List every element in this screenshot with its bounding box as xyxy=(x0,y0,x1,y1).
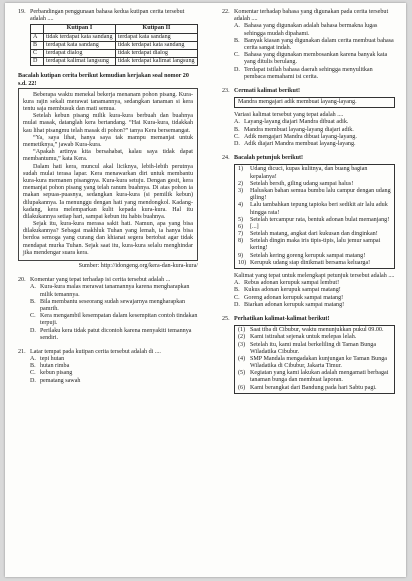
option-letter: A. xyxy=(30,356,36,363)
option-text: tepi hutan xyxy=(40,356,65,363)
question-21 xyxy=(18,349,198,356)
item-number: (5) xyxy=(238,370,246,377)
story-passage xyxy=(18,88,198,261)
option-letter: A. xyxy=(234,23,240,30)
story-source: Sumber: http://idongeng.org/kera-dan-kura-kura/ xyxy=(78,263,198,269)
item-number: 10) xyxy=(238,259,247,266)
table-header: Kutipan II xyxy=(115,25,197,33)
option-letter: D. xyxy=(30,377,36,384)
option-letter: A. xyxy=(234,119,240,126)
item-number: 6) xyxy=(238,223,244,230)
story-paragraph: “Ya, saya lihat, hanya saya tak mampu memanjat untuk memetiknya,” jawab Kura-kura. xyxy=(23,134,193,148)
option-text: Terdapat istilah bahasa daerah sehingga menyulitkan pembaca memahami isi cerita. xyxy=(244,66,373,80)
item-number: 7) xyxy=(238,231,244,238)
item-number: (3) xyxy=(238,341,246,348)
list-item xyxy=(238,327,391,334)
option-letter: B. xyxy=(234,126,240,133)
table-cell: tidak terdapat kalimat langsung xyxy=(115,58,197,66)
answer-option xyxy=(30,363,198,370)
list-item xyxy=(238,231,391,238)
option-letter: B. xyxy=(30,298,36,305)
table-row xyxy=(31,41,198,49)
question-prompt: Variasi kalimat tersebut yang tepat adalah .... xyxy=(234,112,344,119)
option-text: Bahasa yang digunakan adalah bahasa bermakna lugas sehingga mudah dipahami. xyxy=(244,23,378,37)
item-text: Setelah matang, angkat dari kukusan dan dinginkan! xyxy=(250,231,378,238)
answer-option xyxy=(234,302,395,309)
item-text: Kerupuk udang siap dinikmati bersama keluarga! xyxy=(250,259,371,266)
question-number: 21. xyxy=(18,348,26,355)
story-paragraph: Beberapa waktu menekal bekerja menanam pohon pisang. Kura-kura rajin sekali merawat tanamannya, sedangkan tanaman si kera tentu saja membusuk dan mati semua. xyxy=(23,91,193,113)
question-24 xyxy=(222,155,395,162)
answer-option xyxy=(30,370,198,377)
table-cell: B xyxy=(31,41,44,49)
item-number: (1) xyxy=(238,327,246,334)
item-number: 5) xyxy=(238,216,244,223)
answer-option xyxy=(30,313,198,327)
item-text: Saat tiba di Cibubur, waktu menunjukkan pukul 09.00. xyxy=(250,327,384,334)
item-number: 8) xyxy=(238,238,244,245)
worksheet-page xyxy=(5,3,406,577)
option-text: Adik diajari Mandra membuat layang-layang. xyxy=(244,141,356,147)
question-text: Perhatikan kalimat-kalimat berikut! xyxy=(234,315,330,322)
item-number: (6) xyxy=(238,384,246,391)
table-cell: terdapat kata sandang xyxy=(115,33,197,41)
item-text: Setelah dingin maka iris tipis-tipis, lalu jemur sampai kering! xyxy=(250,238,381,252)
list-item xyxy=(238,253,391,260)
option-text: Mandra membuat layang-layang diajari adik. xyxy=(244,126,354,133)
answer-option xyxy=(234,141,395,148)
option-text: Biarkan adonan kerupuk sampai matang! xyxy=(244,301,345,308)
option-text: Goreng adonan kerupuk sampai matang! xyxy=(244,294,344,301)
question-22-options xyxy=(222,23,395,81)
item-text: Haluskan bahan semua bumbu lalu campur dengan udang giling! xyxy=(250,187,391,202)
right-column xyxy=(222,9,395,394)
story-paragraph: “Apakah artinya kita bersahabat, kalau saya tidak dapat membantumu,” kata Kera. xyxy=(23,149,193,163)
question-25 xyxy=(222,316,395,323)
list-item xyxy=(238,181,391,188)
answer-option xyxy=(234,119,395,126)
instruction-steps-box xyxy=(234,164,395,269)
option-text: Rebus adonan kerupuk sampai lembut! xyxy=(244,280,340,287)
list-item xyxy=(238,202,391,216)
question-20 xyxy=(18,277,198,284)
question-text: Perbandingan penggunaan bahasa kedua kutipan cerita tersebut adalah .... xyxy=(30,9,185,23)
table-cell: terdapat dialog xyxy=(44,49,116,57)
item-text: SMP Mandala mengadakan kunjungan ke Taman Bunga Wiladatika di Cibubur, Jakarta Timur. xyxy=(250,355,387,370)
table-cell: tidak terdapat kata sandang xyxy=(115,41,197,49)
table-cell: A xyxy=(31,33,44,41)
question-23-options xyxy=(222,119,395,148)
table-header-row xyxy=(31,25,198,33)
option-letter: C. xyxy=(234,294,240,301)
option-text: Layang-layang diajari Mandra dibuat adik. xyxy=(244,119,349,126)
option-letter: D. xyxy=(30,327,36,334)
question-number: 24. xyxy=(222,155,230,162)
item-number: (2) xyxy=(238,334,246,341)
left-column xyxy=(18,9,198,385)
answer-option xyxy=(30,299,198,313)
sentence-list-box xyxy=(234,325,395,394)
item-text: Lalu tambahkan tepung tapioka beri sedikit air lalu aduk hingga rata! xyxy=(250,202,388,216)
list-item xyxy=(238,217,391,224)
question-22 xyxy=(222,9,395,23)
option-letter: C. xyxy=(234,52,240,59)
answer-option xyxy=(30,284,198,298)
question-text: Komentar terhadap bahasa yang digunakan pada cerita tersebut adalah .... xyxy=(234,9,389,23)
question-prompt: Kalimat yang tepat untuk melengkapi petunjuk tersebut adalah .... xyxy=(234,273,395,279)
option-text: Bila membantu seseorang sudah sewajarnya mengharapkan pamrih. xyxy=(40,298,186,312)
table-cell: terdapat kata sandang xyxy=(44,41,116,49)
option-letter: C. xyxy=(30,370,36,377)
question-text: Bacalah petunjuk berikut! xyxy=(234,155,304,162)
answer-option xyxy=(234,127,395,134)
item-text: Kegiatan yang kami lakukan adalah mengamati berbagai tanaman bunga dan membuat laporan. xyxy=(250,370,389,384)
item-text: Setelah itu, kami mulai berkeliling di Taman Bunga Wiladatika Cibubur. xyxy=(250,341,377,355)
question-24-options xyxy=(222,280,395,309)
option-text: kebun pisang xyxy=(40,370,73,377)
answer-option xyxy=(234,287,395,294)
item-text: [...] xyxy=(250,223,259,230)
list-item xyxy=(238,238,391,252)
list-item xyxy=(238,334,391,341)
answer-option xyxy=(234,67,395,81)
option-text: hutan rimba xyxy=(40,363,70,370)
question-number: 22. xyxy=(222,9,230,15)
question-number: 23. xyxy=(222,87,230,94)
list-item xyxy=(238,166,391,180)
comparison-table xyxy=(30,24,198,66)
option-text: Bahasa yang digunakan membosankan karena banyak kata yang ditulis berulang. xyxy=(244,52,388,66)
list-item xyxy=(238,342,391,356)
answer-option xyxy=(234,295,395,302)
item-number: 4) xyxy=(238,202,244,209)
item-text: Setelah tercampur rata, bentuk adonan bulat memanjang! xyxy=(250,216,390,223)
option-letter: A. xyxy=(234,280,240,287)
question-23 xyxy=(222,88,395,95)
table-cell: C xyxy=(31,49,44,57)
option-text: Kura-kura malas merawat tanamannya karena mengharapkan milik temannya. xyxy=(40,284,190,298)
option-text: pematang sawah xyxy=(40,377,81,384)
reading-instruction: Bacalah kutipan cerita berikut kemudian kerjakan soal nomor 20 s.d. 22! xyxy=(18,73,189,87)
option-letter: D. xyxy=(234,141,240,147)
table-row xyxy=(31,33,198,41)
question-text: Cermati kalimat berikut! xyxy=(234,87,301,94)
question-number: 25. xyxy=(222,315,230,322)
story-paragraph: Dalam hati kera, muncul akal liciknya, lebih-lebih perutnya sudah mulai terasa lapar. Kera menawarkan diri untuk membantu kura-kura memanen pisangnya. Kura-kura setuju. Dengan gesit, kera memanjat pohon pisang yang telah ranum buahnya. Di atas pohon ia makan sepuas-puasnya, sedangkan kura-kura (si pemilik kebun) dilupakannya. Ia menunggu dengan hati yang mendongkol. Kadang-kadang, kera melemparkan kulit kepada kura-kura. Hal itu dilakukannya setiap hari, sampai kebun itu habis buahnya. xyxy=(23,163,193,220)
answer-option xyxy=(234,38,395,52)
question-19 xyxy=(18,9,198,23)
question-text: Komentar yang tepat terhadap isi cerita tersebut adalah ... xyxy=(30,277,171,284)
answer-option xyxy=(234,280,395,287)
table-row xyxy=(31,49,198,57)
option-text: Banyak kiasan yang digunakan dalam cerita membuat bahasa cerita sangat indah. xyxy=(244,37,394,51)
option-letter: B. xyxy=(30,363,36,370)
item-number: (4) xyxy=(238,355,246,362)
answer-option xyxy=(30,378,198,385)
item-text: Kami berangkat dari Bandung pada hari Sabtu pagi. xyxy=(250,384,377,391)
table-cell: D xyxy=(31,58,44,66)
question-text: Latar tempat pada kutipan cerita tersebut adalah di .... xyxy=(30,348,161,355)
answer-option xyxy=(30,356,198,363)
table-header: Kutipan I xyxy=(44,25,116,33)
option-letter: B. xyxy=(234,287,240,294)
item-number: 9) xyxy=(238,252,244,259)
item-text: Udang dicuci, kupas kulitnya, dan buang bagian kepalanya! xyxy=(250,166,368,180)
list-item xyxy=(238,356,391,370)
list-item xyxy=(238,188,391,202)
item-number: 2) xyxy=(238,180,244,187)
story-paragraph: Setelah kebun pisang milik kura-kura berbuah dan buahnya mulai masak, datanglah kera bertandang. “Hai Kura-kura, tidakkah kau lihat pisangmu telah masak di pohon?” tanya Kera bersemangat. xyxy=(23,113,193,134)
option-letter: B. xyxy=(234,37,240,44)
item-text: Kami istirahat sejenak untuk melepas lelah. xyxy=(250,334,357,341)
answer-option xyxy=(234,52,395,66)
option-letter: C. xyxy=(30,313,36,320)
option-text: Kukus adonan kerupuk sampai matang! xyxy=(244,287,341,294)
list-item xyxy=(238,260,391,267)
option-letter: C. xyxy=(234,133,240,140)
table-header xyxy=(31,25,44,33)
item-number: 3) xyxy=(238,187,244,194)
option-text: Kera mengambil kesempatan dalam kesempitan contoh tindakan terpuji. xyxy=(40,313,198,327)
option-letter: D. xyxy=(234,301,240,308)
table-cell: tidak terdapat dialog xyxy=(115,49,197,57)
question-number: 19. xyxy=(18,9,26,15)
option-letter: D. xyxy=(234,66,240,73)
answer-option xyxy=(234,23,395,37)
story-paragraph: Sejak itu, kura-kura merasa sakit hati. Namun, apa yang bisa dilakukannya? Sebagai makhluk Tuhan yang lemah, ia hanya bisa berdoa semoga yang curang dan khianat segera bertobat agar tidak mendapat murka Tuhan. Sejak saat itu, kura-kura selalu menghindar jika mendengar suara kera. xyxy=(23,221,193,256)
table-cell: tidak terdapat kata sandang xyxy=(44,33,116,41)
item-text: Setelah bersih, giling udang sampai halus! xyxy=(250,180,354,187)
list-item xyxy=(238,224,391,231)
option-letter: A. xyxy=(30,284,36,291)
item-number: 1) xyxy=(238,166,244,173)
question-21-options xyxy=(18,356,198,385)
option-text: Adik mengajari Mandra dibuat layang-layang. xyxy=(244,133,357,140)
question-number: 20. xyxy=(18,277,26,284)
answer-option xyxy=(30,328,198,342)
list-item xyxy=(238,370,391,384)
answer-option xyxy=(234,134,395,141)
table-row xyxy=(31,58,198,66)
item-text: Setelah kering goreng kerupuk sampai matang! xyxy=(250,252,366,259)
table-cell: terdapat kalimat langsung xyxy=(44,58,116,66)
list-item xyxy=(238,385,391,392)
option-text: Perilaku kera tidak patut dicontoh karena menyakiti temannya sendiri. xyxy=(40,327,192,341)
question-20-options xyxy=(18,284,198,342)
sentence-box: Mandra mengajari adik membuat layang-layang. xyxy=(234,97,395,108)
